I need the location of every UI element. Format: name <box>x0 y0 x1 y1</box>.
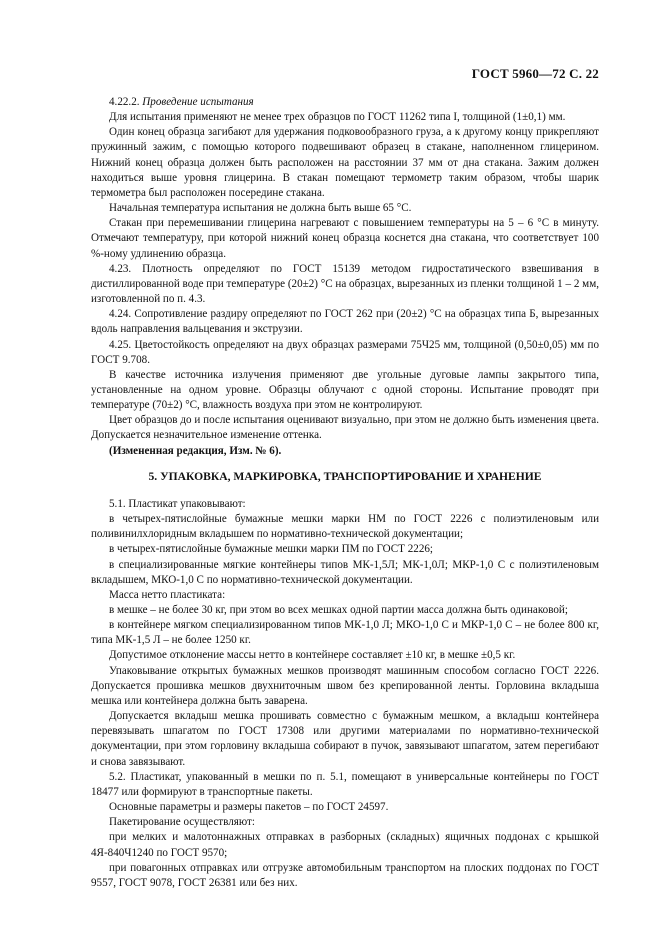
clause-number: 4.22.2. <box>109 96 140 108</box>
paragraph: Допустимое отклонение массы нетто в контейнере составляет ±10 кг, в мешке ±0,5 кг. <box>109 649 516 662</box>
paragraph: при мелких и малотоннажных отправках в разборных (складных) ящичных поддонах с крышкой 4Я-840Ч1240 по ГОСТ 9570; <box>91 831 599 859</box>
paragraph: в четырех-пятислойные бумажные мешки марки ПМ по ГОСТ 2226; <box>109 543 433 556</box>
section-5-title: 5. УПАКОВКА, МАРКИРОВКА, ТРАНСПОРТИРОВАНИЕ И ХРАНЕНИЕ <box>148 469 542 483</box>
paragraph: Стакан при перемешивании глицерина нагревают с повышением температуры на 5 – 6 °С в минуту. Отмечают температуру, при которой нижний конец образца коснется дна стакана, что соответствует 100 %-ному удлинению образца. <box>91 217 599 260</box>
edition-note: (Измененная редакция, Изм. № 6). <box>109 444 282 457</box>
paragraph: Для испытания применяют не менее трех образцов по ГОСТ 11262 типа I, толщиной (1±0,1) мм. <box>109 111 566 124</box>
paragraph: Допускается вкладыш мешка прошивать совместно с бумажным мешком, а вкладыш контейнера перевязывать шпагатом по ГОСТ 17308 или другими материалами по нормативно-технической документации, при этом горловину вкладыша собирают в пучок, завязывают шпагатом, затем перегибают и снова завязывают. <box>91 710 599 768</box>
paragraph: Упаковывание открытых бумажных мешков производят машинным способом согласно ГОСТ 2226. Допускается прошивка мешков двухниточным швом без крепированной ленты. Горловина вкладыша мешка или контейнера должна быть заварена. <box>91 664 599 707</box>
paragraph: Масса нетто пластиката: <box>109 588 226 601</box>
page-header: ГОСТ 5960—72 С. 22 <box>471 66 599 81</box>
paragraph: Начальная температура испытания не должна быть выше 65 °С. <box>109 202 412 215</box>
paragraph: Пакетирование осуществляют: <box>109 816 255 829</box>
paragraph: Цвет образцов до и после испытания оценивают визуально, при этом не должно быть изменения цвета. Допускается незначительное изменение оттенка. <box>91 414 599 442</box>
paragraph: В качестве источника излучения применяют две угольные дуговые лампы закрытого типа, установленные на одном уровне. Образцы облучают с одной стороны. Испытание проводят при температуре (70±2) °С, влажность воздуха при этом не контролируют. <box>91 368 599 412</box>
clause-title: Проведение испытания <box>142 96 254 108</box>
paragraph: в специализированные мягкие контейнеры типов МК-1,5Л; МК-1,0Л; МКР-1,0 С с полиэтиленовым вкладышем, МКО-1,0 С по нормативно-технической документации. <box>91 558 599 586</box>
paragraph: Основные параметры и размеры пакетов – по ГОСТ 24597. <box>109 801 389 814</box>
clause-4-23: 4.23. Плотность определяют по ГОСТ 15139 методом гидростатического взвешивания в дистиллированной воде при температуре (20±2) °С на образцах, вырезанных из пленки толщиной 1 – 2 мм, изготовленной по п. 4.3. <box>91 262 599 306</box>
clause-4-24: 4.24. Сопротивление раздиру определяют по ГОСТ 262 при (20±2) °С на образцах типа Б, вырезанных вдоль направления вальцевания и экструзии. <box>91 308 599 336</box>
clause-4-22-2-heading <box>91 95 599 110</box>
paragraph: в четырех-пятислойные бумажные мешки марки НМ по ГОСТ 2226 с полиэтиленовым или поливинилхлоридным вкладышем по нормативно-технической документации; <box>91 513 599 541</box>
paragraph: Один конец образца загибают для удержания подковообразного груза, а к другому концу прикрепляют пружинный зажим, с помощью которого подвешивают образец в стакане, наполненном глицерином. Нижний конец образца должен быть расположен на расстоянии 37 мм от дна стакана. Зажим должен находиться выше уровня глицерина. В стакан помещают термометр таким образом, чтобы шарик термометра был расположен посередине стакана. <box>91 126 599 199</box>
paragraph: при повагонных отправках или отгрузке автомобильным транспортом на плоских поддонах по ГОСТ 9557, ГОСТ 9078, ГОСТ 26381 или без них. <box>91 861 599 889</box>
document-body <box>91 95 599 891</box>
paragraph: в мешке – не более 30 кг, при этом во всех мешках одной партии масса должна быть одинаковой; <box>109 604 568 616</box>
paragraph: в контейнере мягком специализированном типов МК-1,0 Л; МКО-1,0 С и МКР-1,0 С – не более 800 кг, типа МК-1,5 Л – не более 1250 кг. <box>91 619 599 647</box>
clause-4-25: 4.25. Цветостойкость определяют на двух образцах размерами 75Ч25 мм, толщиной (0,50±0,05) мм по ГОСТ 9.708. <box>91 338 599 366</box>
clause-5-1: 5.1. Пластикат упаковывают: <box>109 497 246 510</box>
clause-5-2: 5.2. Пластикат, упакованный в мешки по п. 5.1, помещают в универсальные контейнеры по ГОСТ 18477 или формируют в транспортные пакеты. <box>91 770 599 798</box>
